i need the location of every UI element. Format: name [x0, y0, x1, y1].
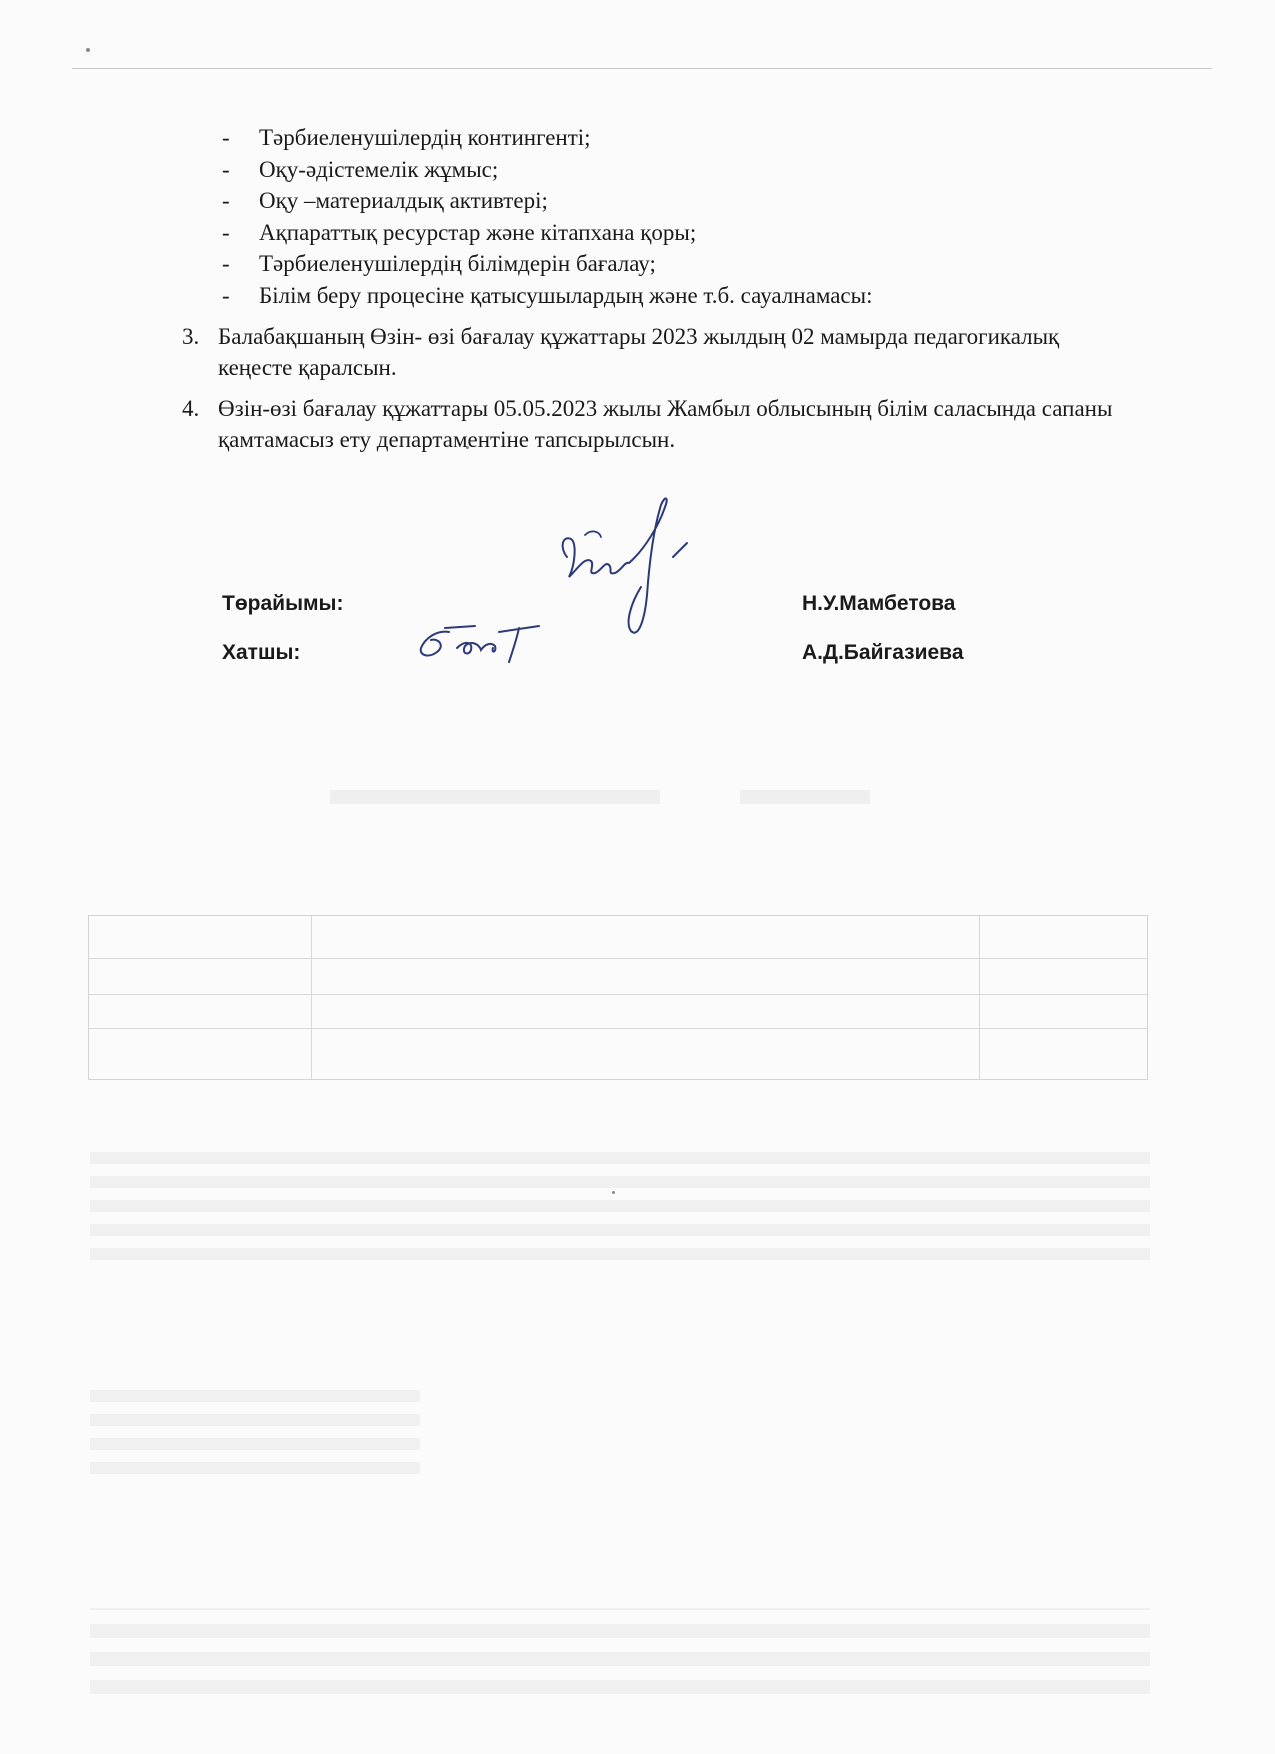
secretary-signature-icon — [415, 618, 555, 670]
list-item: - Оқу-әдістемелік жұмыс; — [222, 154, 872, 186]
bullet-marker: - — [222, 125, 230, 150]
list-item: - Ақпараттық ресурстар және кітапхана қоры; — [222, 217, 872, 249]
chair-signature-icon — [555, 495, 705, 650]
top-rule — [72, 68, 1212, 69]
speck — [86, 48, 90, 52]
list-item: - Оқу –материалдық активтері; — [222, 185, 872, 217]
bleed-through-table — [88, 915, 1148, 1080]
bullet-marker: - — [222, 282, 230, 308]
secretary-name: А.Д.Байгазиева — [802, 641, 964, 664]
item-text: Өзін-өзі бағалау құжаттары 05.05.2023 жылы Жамбыл облысының білім саласында сапаны қамтамасыз ету департаментіне тапсырылсын. — [218, 396, 1113, 452]
bleed-through-line — [740, 790, 870, 804]
item-number: 4. — [182, 396, 200, 421]
secretary-label: Хатшы: — [222, 641, 301, 664]
list-item — [182, 393, 1118, 455]
list-item: - Білім беру процесіне қатысушылардың және т.б. сауалнамасы: — [222, 280, 872, 312]
list-item: - Тәрбиеленушілердің контингенті; — [222, 122, 872, 154]
item-number: 3. — [182, 324, 200, 349]
bleed-through-line — [330, 790, 660, 804]
bullet-list — [222, 122, 872, 311]
bullet-marker: - — [222, 156, 230, 182]
bullet-marker: - — [222, 188, 230, 213]
bullet-marker: - — [222, 219, 230, 245]
chair-label: Төрайымы: — [222, 592, 344, 615]
bleed-through-line — [90, 1142, 1150, 1260]
list-item: - Тәрбиеленушілердің білімдерін бағалау; — [222, 248, 872, 280]
bullet-marker: - — [222, 251, 230, 276]
bleed-through-line — [90, 1608, 1150, 1694]
numbered-list — [182, 321, 1118, 455]
bleed-through-line — [90, 1378, 420, 1474]
list-item — [182, 321, 1118, 383]
item-text: Балабақшаның Өзін- өзі бағалау құжаттары 2023 жылдың 02 мамырда педагогикалық кеңесте қаралсын. — [218, 324, 1060, 380]
chair-name: Н.У.Мамбетова — [802, 592, 956, 615]
speck — [612, 1191, 615, 1194]
